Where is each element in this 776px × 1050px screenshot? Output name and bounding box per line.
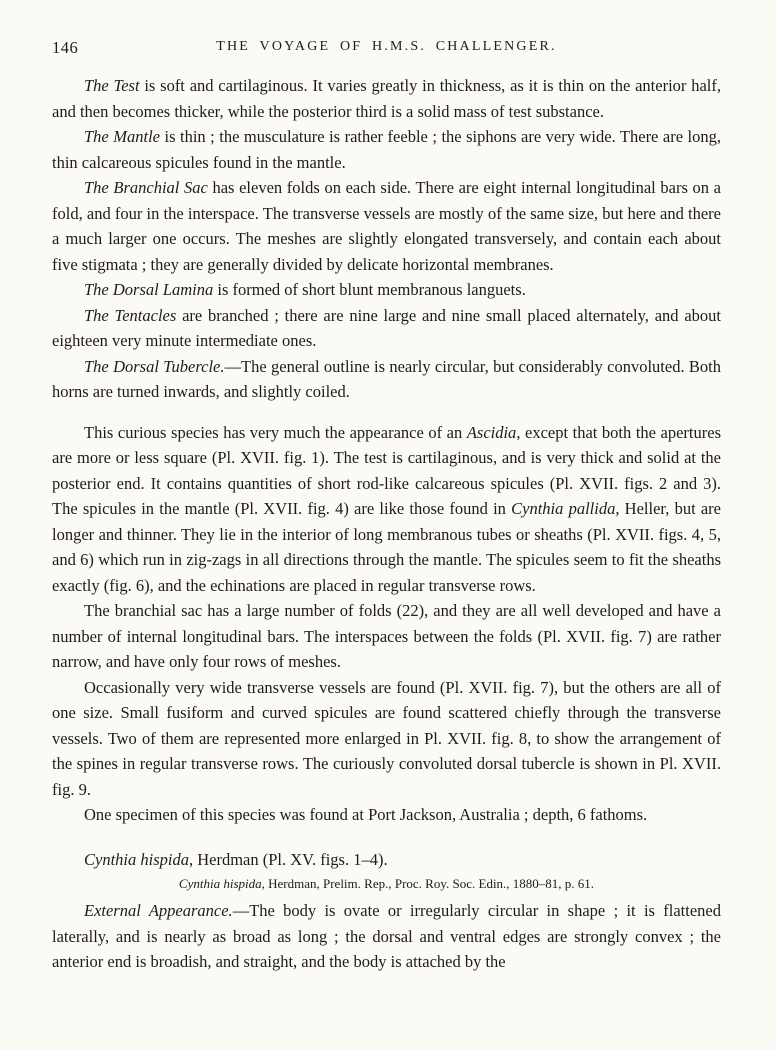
- italic-run: The Test: [84, 76, 140, 95]
- paragraph-branchial-sac: [52, 175, 721, 277]
- text-run: is soft and cartilaginous. It varies greatly in thickness, as it is thin on the anterior half, and then becomes thicker, while the posterior third is a solid mass of test substance.: [52, 76, 721, 121]
- italic-run: The Mantle: [84, 127, 160, 146]
- paragraph-test: [52, 73, 721, 124]
- italic-run: The Tentacles: [84, 305, 177, 325]
- paragraph-mantle: [52, 124, 721, 175]
- paragraph-tentacles: [52, 303, 721, 354]
- paragraph-locality: [52, 802, 721, 828]
- italic-run: The Dorsal Tubercle.: [84, 356, 225, 376]
- citation: [52, 873, 721, 894]
- italic-run: External Appearance.: [84, 901, 233, 920]
- italic-run: Cynthia hispida: [84, 849, 189, 869]
- paragraph-species-description: [52, 420, 721, 599]
- text-run: One specimen of this species was found at Port Jackson, Australia ; depth, 6 fathoms.: [84, 805, 648, 824]
- paragraph-external-appearance: [52, 898, 721, 975]
- text-run: , Herdman, Prelim. Rep., Proc. Roy. Soc. Edin., 1880–81, p. 61.: [261, 876, 595, 891]
- paragraph-branchial-sac-folds: [52, 598, 721, 675]
- text-run: , Heller, but are longer and thinner. They lie in the interior of long membranous tubes or sheaths (Pl. XVII. figs. 4, 5, and 6) which run in zig-zags in all directions through the mantle. The spicules seem to fit the sheaths exactly (fig. 6), and the echinations are placed in regular transverse rows.: [52, 499, 721, 595]
- text-run: , Herdman (Pl. XV. figs. 1–4).: [188, 849, 388, 869]
- text-body: [52, 73, 721, 975]
- italic-run: Cynthia hispida: [178, 876, 262, 891]
- paragraph-transverse-vessels: [52, 675, 721, 803]
- text-run: This curious species has very much the appearance of an: [84, 422, 467, 442]
- running-title: THE VOYAGE OF H.M.S. CHALLENGER.: [216, 39, 557, 54]
- paragraph-dorsal-lamina: [52, 277, 721, 303]
- text-run: is formed of short blunt membranous languets.: [213, 280, 526, 299]
- text-run: has eleven folds on each side. There are eight internal longitudinal bars on a fold, and four in the interspace. The transverse vessels are mostly of the same size, but here and there a much larger one occurs. The meshes are slightly elongated transversely, and contain each about five stigmata ; they are generally divided by delicate horizontal membranes.: [52, 178, 721, 274]
- text-run: is thin ; the musculature is rather feeble ; the siphons are very wide. There are long, thin calcareous spicules found in the mantle.: [52, 127, 721, 172]
- text-run: , except that both the apertures are more or less square (Pl. XVII. fig. 1). The test is cartilaginous, and is very thick and solid at the posterior end. It contains quantities of short rod-like calcareous spicules (Pl. XVII. figs. 2 and 3). The spicules in the mantle (Pl. XVII. fig. 4) are like those found in: [52, 422, 721, 518]
- text-run: —The body is ovate or irregularly circular in shape ; it is flattened laterally, and is nearly as broad as long ; the dorsal and ventral edges are strongly convex ; the anterior end is broadish, and straight, and the body is attached by the: [52, 901, 721, 971]
- italic-run: Cynthia pallida: [511, 499, 616, 518]
- paragraph-dorsal-tubercle: [52, 354, 721, 405]
- italic-run: The Dorsal Lamina: [84, 280, 214, 299]
- page-number: 146: [52, 38, 79, 57]
- italic-run: Ascidia: [466, 422, 517, 442]
- species-heading: [52, 847, 721, 873]
- page-header: [52, 34, 721, 60]
- text-run: —The general outline is nearly circular, but considerably convoluted. Both horns are turned inwards, and slightly coiled.: [52, 356, 721, 401]
- text-run: The branchial sac has a large number of folds (22), and they are all well developed and have a number of internal longitudinal bars. The interspaces between the folds (Pl. XVII. fig. 7) are rather narrow, and have only four rows of meshes.: [52, 601, 721, 671]
- text-run: are branched ; there are nine large and nine small placed alternately, and about eighteen very minute intermediate ones.: [52, 305, 721, 350]
- text-run: Occasionally very wide transverse vessels are found (Pl. XVII. fig. 7), but the others are all of one size. Small fusiform and curved spicules are found scattered chiefly through the transverse vessels. Two of them are represented more enlarged in Pl. XVII. fig. 8, to show the arrangement of the spines in regular transverse rows. The curiously convoluted dorsal tubercle is shown in Pl. XVII. fig. 9.: [52, 677, 721, 799]
- italic-run: The Branchial Sac: [84, 178, 208, 197]
